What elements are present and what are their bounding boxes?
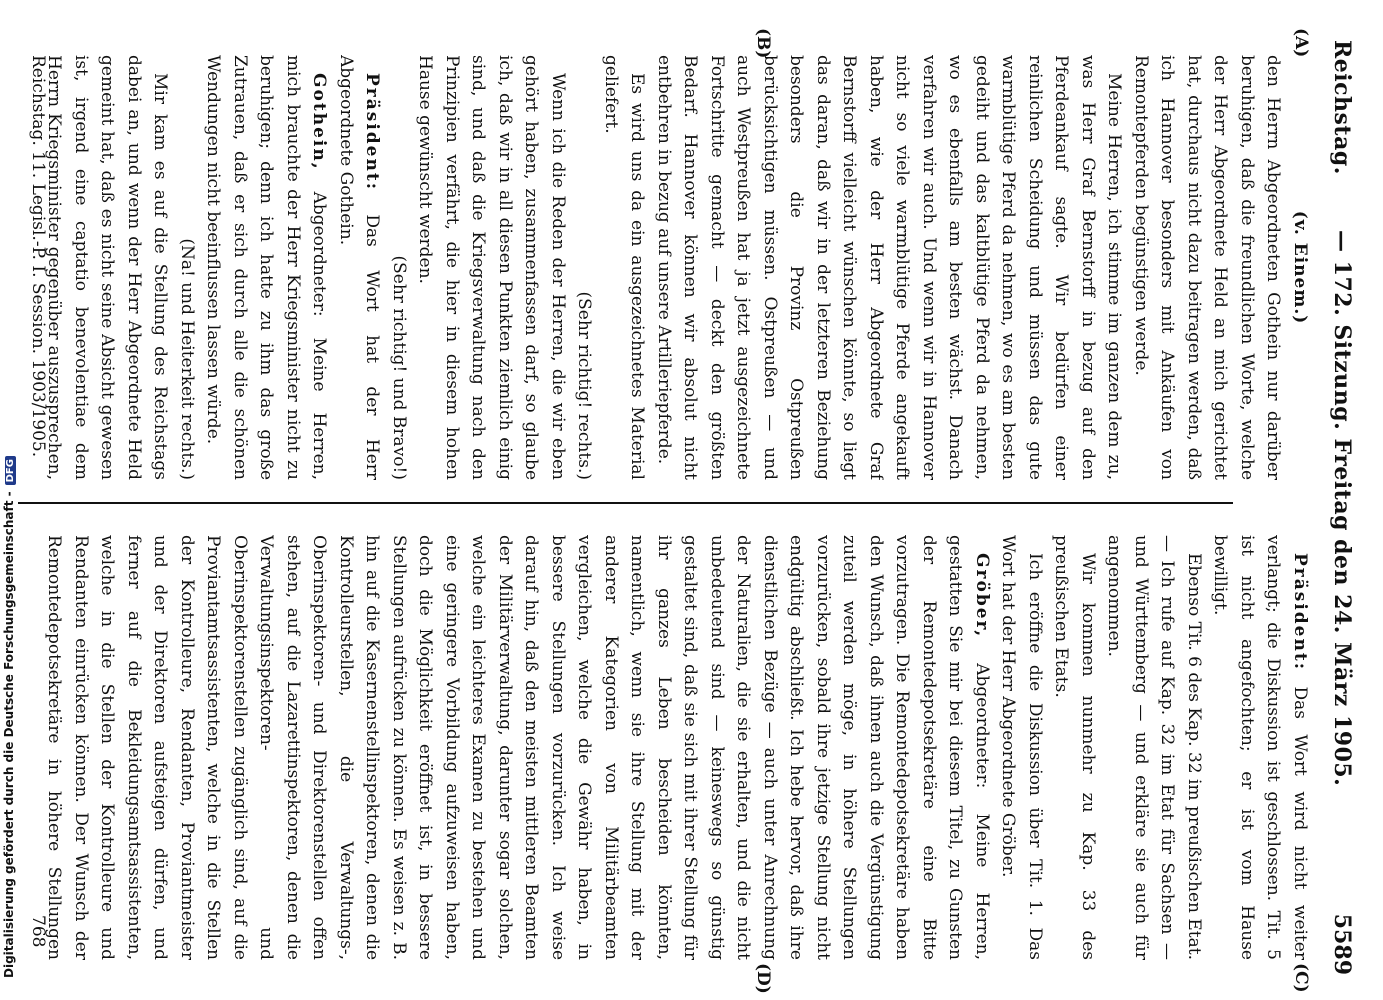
- dfg-logo: DFG: [5, 456, 16, 485]
- speaker-gothein: Gothein,: [309, 73, 330, 171]
- footer-sheet-number: 768: [28, 915, 48, 948]
- right-column: [43, 535, 1313, 960]
- margin-marker-b: (B): [753, 28, 773, 59]
- paragraph: den Herrn Abgeordneten Gothein nur darüber beruhigen, daß die freundlichen Worte, welche der Herr Abgeordnete Held an mich gerichtet hat, durchaus nicht dazu beitragen werden, daß ich Hannover besonders mit Ankäufen von Remontepferden begünstigen werde.: [1131, 55, 1284, 480]
- margin-marker-c: (C): [1291, 963, 1311, 993]
- column-divider: [18, 502, 1233, 504]
- header-page-number: 5589: [1329, 913, 1355, 975]
- paragraph: Ebenso Tit. 6 des Kap. 32 im preußischen Etat. — Ich rufe auf Kap. 32 im Etat für Sachsen — und Württemberg — und erkläre sie auch für angenommen.: [1104, 535, 1204, 960]
- footer-legislature: Reichstag. 11. Legisl.-P. I. Session. 1903/1905.: [28, 55, 48, 458]
- paragraph: Es wird uns da ein ausgezeichnetes Material geliefert.: [601, 55, 648, 480]
- interjection: (Sehr richtig! rechts.): [574, 291, 595, 480]
- interjection: (Na! und Heiterkeit rechts.): [177, 238, 197, 480]
- digitization-notice-text: Digitalisierung gefördert durch die Deutsche Forschungsgemeinschaft -: [2, 491, 16, 978]
- paragraph: Wir kommen nunmehr zu Kap. 33 des preußischen Etats.: [1051, 535, 1098, 960]
- paragraph: Abgeordneter: Meine Herren, gestatten Sie mir bei diesem Titel, zu Gunsten der Remontedepotsekretäre eine Bitte vorzutragen. Die Remontedepotsekretäre haben den Wunsch, daß ihnen auch die Vergünstigung zuteil werden möge, in höhere Stellungen vorzurücken, sobald ihre jetzige Stellung nicht endgültig abschließt. Ich hebe hervor, daß ihre dienstlichen Bezüge — auch unter Anrechnung der Naturalien, die sie erhalten, und die nicht unbedeutend sind — keineswegs so günstig gestaltet sind, daß sie sich mit ihrer Stellung für ihr ganzes Leben bescheiden könnten, namentlich, wenn sie ihre Stellung mit der anderer Kategorien von Militärbeamten vergleichen, welche die Gewähr haben, in bessere Stellungen vorzurücken. Ich weise darauf hin, daß den meisten mittleren Beamten der Militärverwaltung, darunter sogar solchen, welche ein leichteres Examen zu bestehen und eine geringere Vorbildung aufzuweisen haben, doch die Möglichkeit eröffnet ist, in bessere Stellungen aufrücken zu können. Es weisen z. B. hin auf die Kasernenstellinspektoren, denen die Kontrolleurstellen, die Verwaltungs-, Oberinspektoren- und Direktorenstellen offen stehen, auf die Lazarettinspektoren, denen die Verwaltungsinspektoren- und Oberinspektorenstellen zugänglich sind, auf die Proviantamtsassistenten, welche in die Stellen der Kontrolleure, Rendanten, Proviantmeister und der Direktoren aufsteigen dürfen, und ferner auf die Bekleidungsamtsassistenten, welche in die Stellen der Kontrolleure und Rendanten einrücken können. Der Wunsch der Remontedepotsekretäre in höhere Stellungen: [44, 535, 992, 960]
- paragraph: Ich eröffne die Diskussion über Tit. 1. Das Wort hat der Herr Abgeordnete Gröber.: [998, 535, 1045, 960]
- interjection: (Sehr richtig! und Bravo!): [389, 255, 409, 480]
- speaker-president: Präsident:: [362, 73, 383, 191]
- margin-marker-d: (D): [753, 963, 773, 994]
- paragraph: Das Wort hat der Herr Abgeordnete Gothein.: [336, 55, 383, 480]
- page-header: [1323, 40, 1363, 975]
- paragraph: Wenn ich die Reden der Herren, die wir eben gehört haben, zusammenfassen darf, so glaube ich, daß wir in all diesen Punkten ziemlich einig sind, und daß die Kriegsverwaltung nach den Prinzipien verfährt, die hier in diesem hohen Hause gewünscht werden.: [415, 55, 568, 480]
- header-session: — 172. Sitzung. Freitag den 24. März 1905.: [1329, 230, 1355, 787]
- paragraph: Meine Herren, ich stimme im ganzen dem zu, was Herr Graf Bernstorff in bezug auf den Pferdeankauf sagte. Wir bedürfen einer reinlichen Scheidung und müssen das gute warmblütige Pferd da nehmen, wo es am besten gedeiht und das kaltblütige Pferd da nehmen, wo es ebenfalls am besten wächst. Danach verfahren wir auch. Und wenn wir in Hannover nicht so viele warmblütige Pferde angekauft haben, wie der Herr Abgeordnete Graf Bernstorff vielleicht wünschen könnte, so liegt das daran, daß wir in der letzteren Beziehung besonders die Provinz Ostpreußen berücksichtigen müssen. Ostpreußen — und auch Westpreußen hat ja jetzt ausgezeichnete Fortschritte gemacht — deckt den größten Bedarf. Hannover können wir absolut nicht entbehren in bezug auf unsere Artilleriepferde.: [654, 55, 1125, 480]
- paragraph: Abgeordneter: Meine Herren, mich brauchte der Herr Kriegsminister nicht zu beruhigen; denn ich hatte zu ihm das große Zutrauen, daß er sich durch alle die schönen Wendungen nicht beeinflussen lassen würde.: [203, 55, 330, 480]
- paragraph: Mir kam es auf die Stellung des Reichstags dabei an, und wenn der Herr Abgeordnete Held gemeint hat, daß es nicht seine Absicht gewesen ist, irgend eine captatio benevolentiae dem Herrn Kriegsminister gegenüber auszusprechen,: [44, 55, 171, 480]
- paragraph: Das Wort wird nicht weiter verlangt; die Diskussion ist geschlossen. Tit. 5 ist nicht angefochten; er ist vom Hause bewilligt.: [1210, 535, 1310, 960]
- speaker-tag: (v. Einem.): [1290, 210, 1310, 325]
- left-column: [43, 55, 1313, 480]
- speaker-groeber: Gröber,: [972, 553, 992, 639]
- speaker-president: Präsident:: [1290, 553, 1310, 671]
- header-chamber: Reichstag.: [1329, 40, 1355, 175]
- margin-marker-a: (A): [1291, 28, 1311, 58]
